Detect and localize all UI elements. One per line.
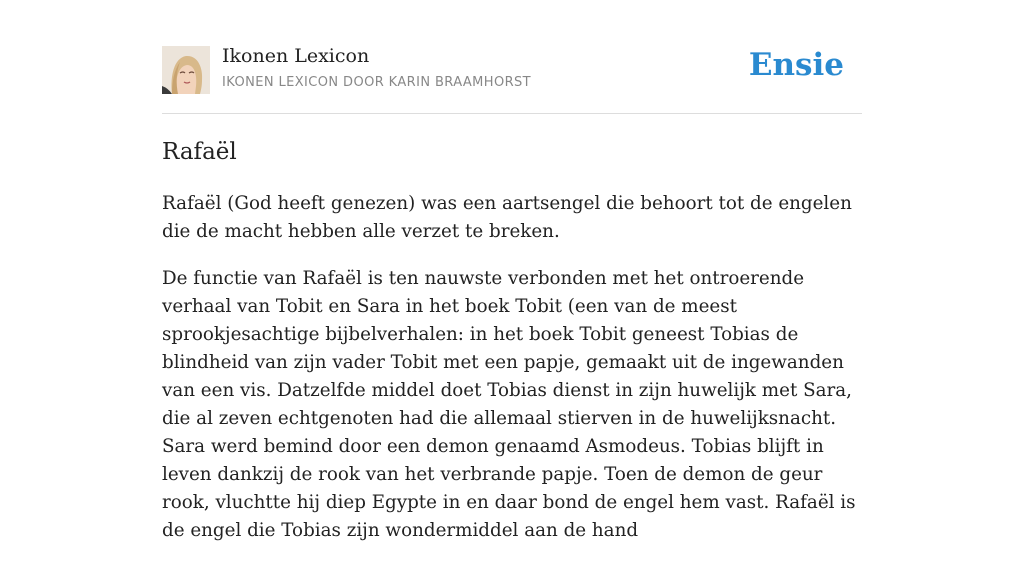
avatar[interactable] (162, 46, 210, 94)
ensie-logo-link[interactable]: Ensie (748, 47, 844, 83)
article-paragraph: Rafaël (God heeft genezen) was een aartsengel die behoort tot de engelen die de macht hebben alle verzet te breken. (162, 193, 852, 242)
author-avatar-icon (162, 46, 210, 94)
page-title: Rafaël (162, 139, 237, 165)
article-paragraph: De functie van Rafaël is ten nauwste verbonden met het ontroerende verhaal van Tobit en Sara in het boek Tobit (een van de meest sprookjesachtige bijbelverhalen: in het boek Tobit geneest Tobias de blindheid van zijn vader Tobit met een papje, gemaakt uit de ingewanden van een vis. Datzelfde middel doet Tobias dienst in zijn huwelijk met Sara, die al zeven echtgenoten had die allemaal stierven in de huwelijksnacht. Sara werd bemind door een demon genaamd Asmodeus. Tobias blijft in leven dankzij de rook van het verbrande papje. Toen de demon de geur rook, vluchtte hij diep Egypte in en daar bond de engel hem vast. Rafaël is de engel die Tobias zijn wondermiddel aan de hand (162, 268, 856, 541)
author-subtitle[interactable]: IKONEN LEXICON DOOR KARIN BRAAMHORST (222, 75, 532, 90)
article-body (162, 190, 862, 564)
author-header (162, 0, 862, 114)
author-name[interactable]: Ikonen Lexicon (222, 45, 370, 67)
page-container (162, 0, 862, 541)
